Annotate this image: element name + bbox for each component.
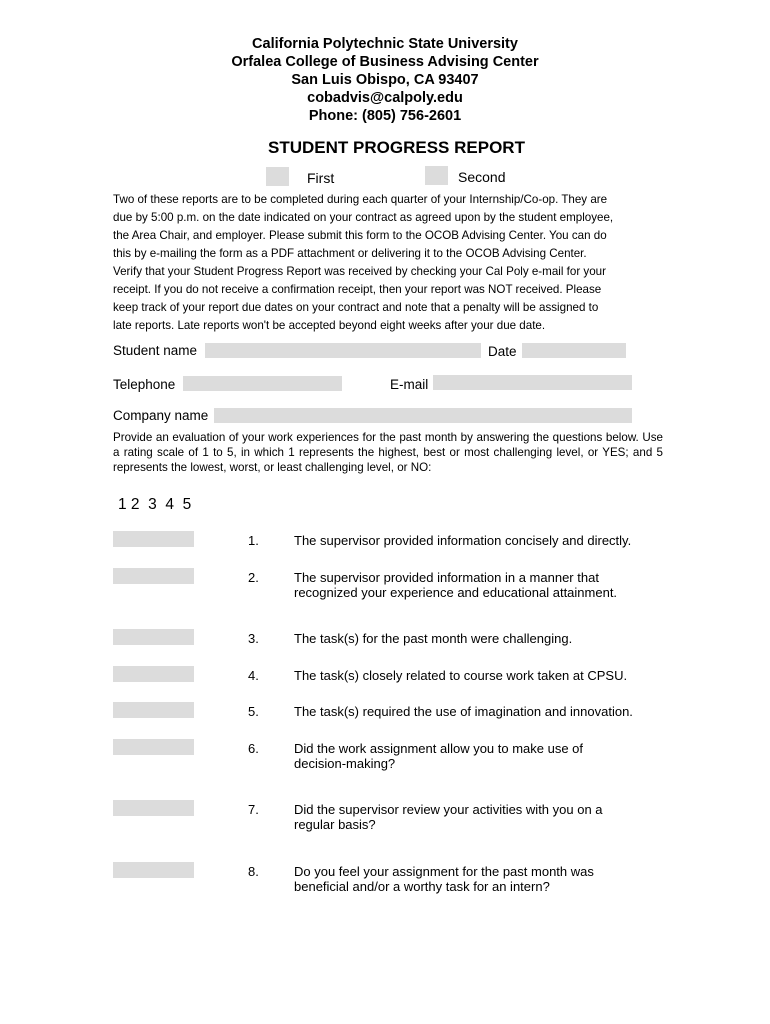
question-text: The supervisor provided information concisely and directly. <box>294 533 632 548</box>
intro-line: Verify that your Student Progress Report was received by checking your Cal Poly e-mail for your <box>113 265 606 278</box>
first-report-checkbox[interactable] <box>266 167 289 186</box>
question-number: 2. <box>248 570 259 585</box>
question-number: 7. <box>248 802 259 817</box>
student-name-label: Student name <box>113 343 198 358</box>
question-number: 5. <box>248 704 259 719</box>
telephone-input[interactable] <box>183 376 342 391</box>
intro-line: late reports. Late reports won't be accepted beyond eight weeks after your due date. <box>113 319 546 332</box>
second-report-checkbox[interactable] <box>425 166 448 185</box>
question-number: 8. <box>248 864 259 879</box>
question-text: The task(s) closely related to course work taken at CPSU. <box>294 668 628 683</box>
rating-input[interactable] <box>113 629 194 645</box>
rating-input[interactable] <box>113 862 194 878</box>
rating-input[interactable] <box>113 800 194 816</box>
intro-line: the Area Chair, and employer. Please submit this form to the OCOB Advising Center. You can do <box>113 229 607 242</box>
question-number: 1. <box>248 533 259 548</box>
question-number: 6. <box>248 741 259 756</box>
institution-name: California Polytechnic State University <box>252 36 518 52</box>
question-text: Did the supervisor review your activities with you on a regular basis? <box>294 802 603 832</box>
first-report-label: First <box>307 170 335 186</box>
email-label: E-mail <box>390 377 429 392</box>
evaluation-instructions: Provide an evaluation of your work experiences for the past month by answering the questions below. Use a rating scale of 1 to 5, in which 1 represents the highest, best or most challenging level, or YES; and 5 represents the lowest, worst, or least challenging level, or NO: <box>113 431 663 474</box>
question-text: The task(s) for the past month were challenging. <box>294 631 573 646</box>
question-text: The supervisor provided information in a manner that recognized your experience and educational attainment. <box>294 570 618 600</box>
question-number: 4. <box>248 668 259 683</box>
student-name-input[interactable] <box>205 343 481 358</box>
email-input[interactable] <box>433 375 632 390</box>
college-name: Orfalea College of Business Advising Center <box>231 54 539 70</box>
contact-email: cobadvis@calpoly.edu <box>307 90 463 106</box>
intro-line: due by 5:00 p.m. on the date indicated on your contract as agreed upon by the student employee, <box>113 211 614 224</box>
intro-line: Two of these reports are to be completed during each quarter of your Internship/Co-op. They are <box>113 193 608 206</box>
telephone-label: Telephone <box>113 377 176 392</box>
question-text: Do you feel your assignment for the past month was beneficial and/or a worthy task for an intern? <box>294 864 594 894</box>
address: San Luis Obispo, CA 93407 <box>291 72 479 88</box>
contact-phone: Phone: (805) 756-2601 <box>308 108 462 124</box>
question-number: 3. <box>248 631 259 646</box>
company-name-label: Company name <box>113 408 209 423</box>
rating-input[interactable] <box>113 702 194 718</box>
rating-input[interactable] <box>113 739 194 755</box>
question-text: The task(s) required the use of imagination and innovation. <box>294 704 633 719</box>
intro-line: receipt. If you do not receive a confirmation receipt, then your report was NOT received. Please <box>113 283 602 296</box>
date-label: Date <box>488 344 517 359</box>
question-text: Did the work assignment allow you to make use of decision-making? <box>294 741 584 771</box>
rating-input[interactable] <box>113 568 194 584</box>
date-input[interactable] <box>522 343 626 358</box>
intro-line: this by e-mailing the form as a PDF attachment or delivering it to the OCOB Advising Center. <box>113 247 587 260</box>
second-report-label: Second <box>458 169 506 185</box>
company-name-input[interactable] <box>214 408 632 423</box>
page-title: STUDENT PROGRESS REPORT <box>268 138 525 157</box>
rating-scale-header: 1 2 3 4 5 <box>118 496 192 513</box>
intro-line: keep track of your report due dates on your contract and note that a penalty will be assigned to <box>113 301 599 314</box>
rating-input[interactable] <box>113 666 194 682</box>
rating-input[interactable] <box>113 531 194 547</box>
